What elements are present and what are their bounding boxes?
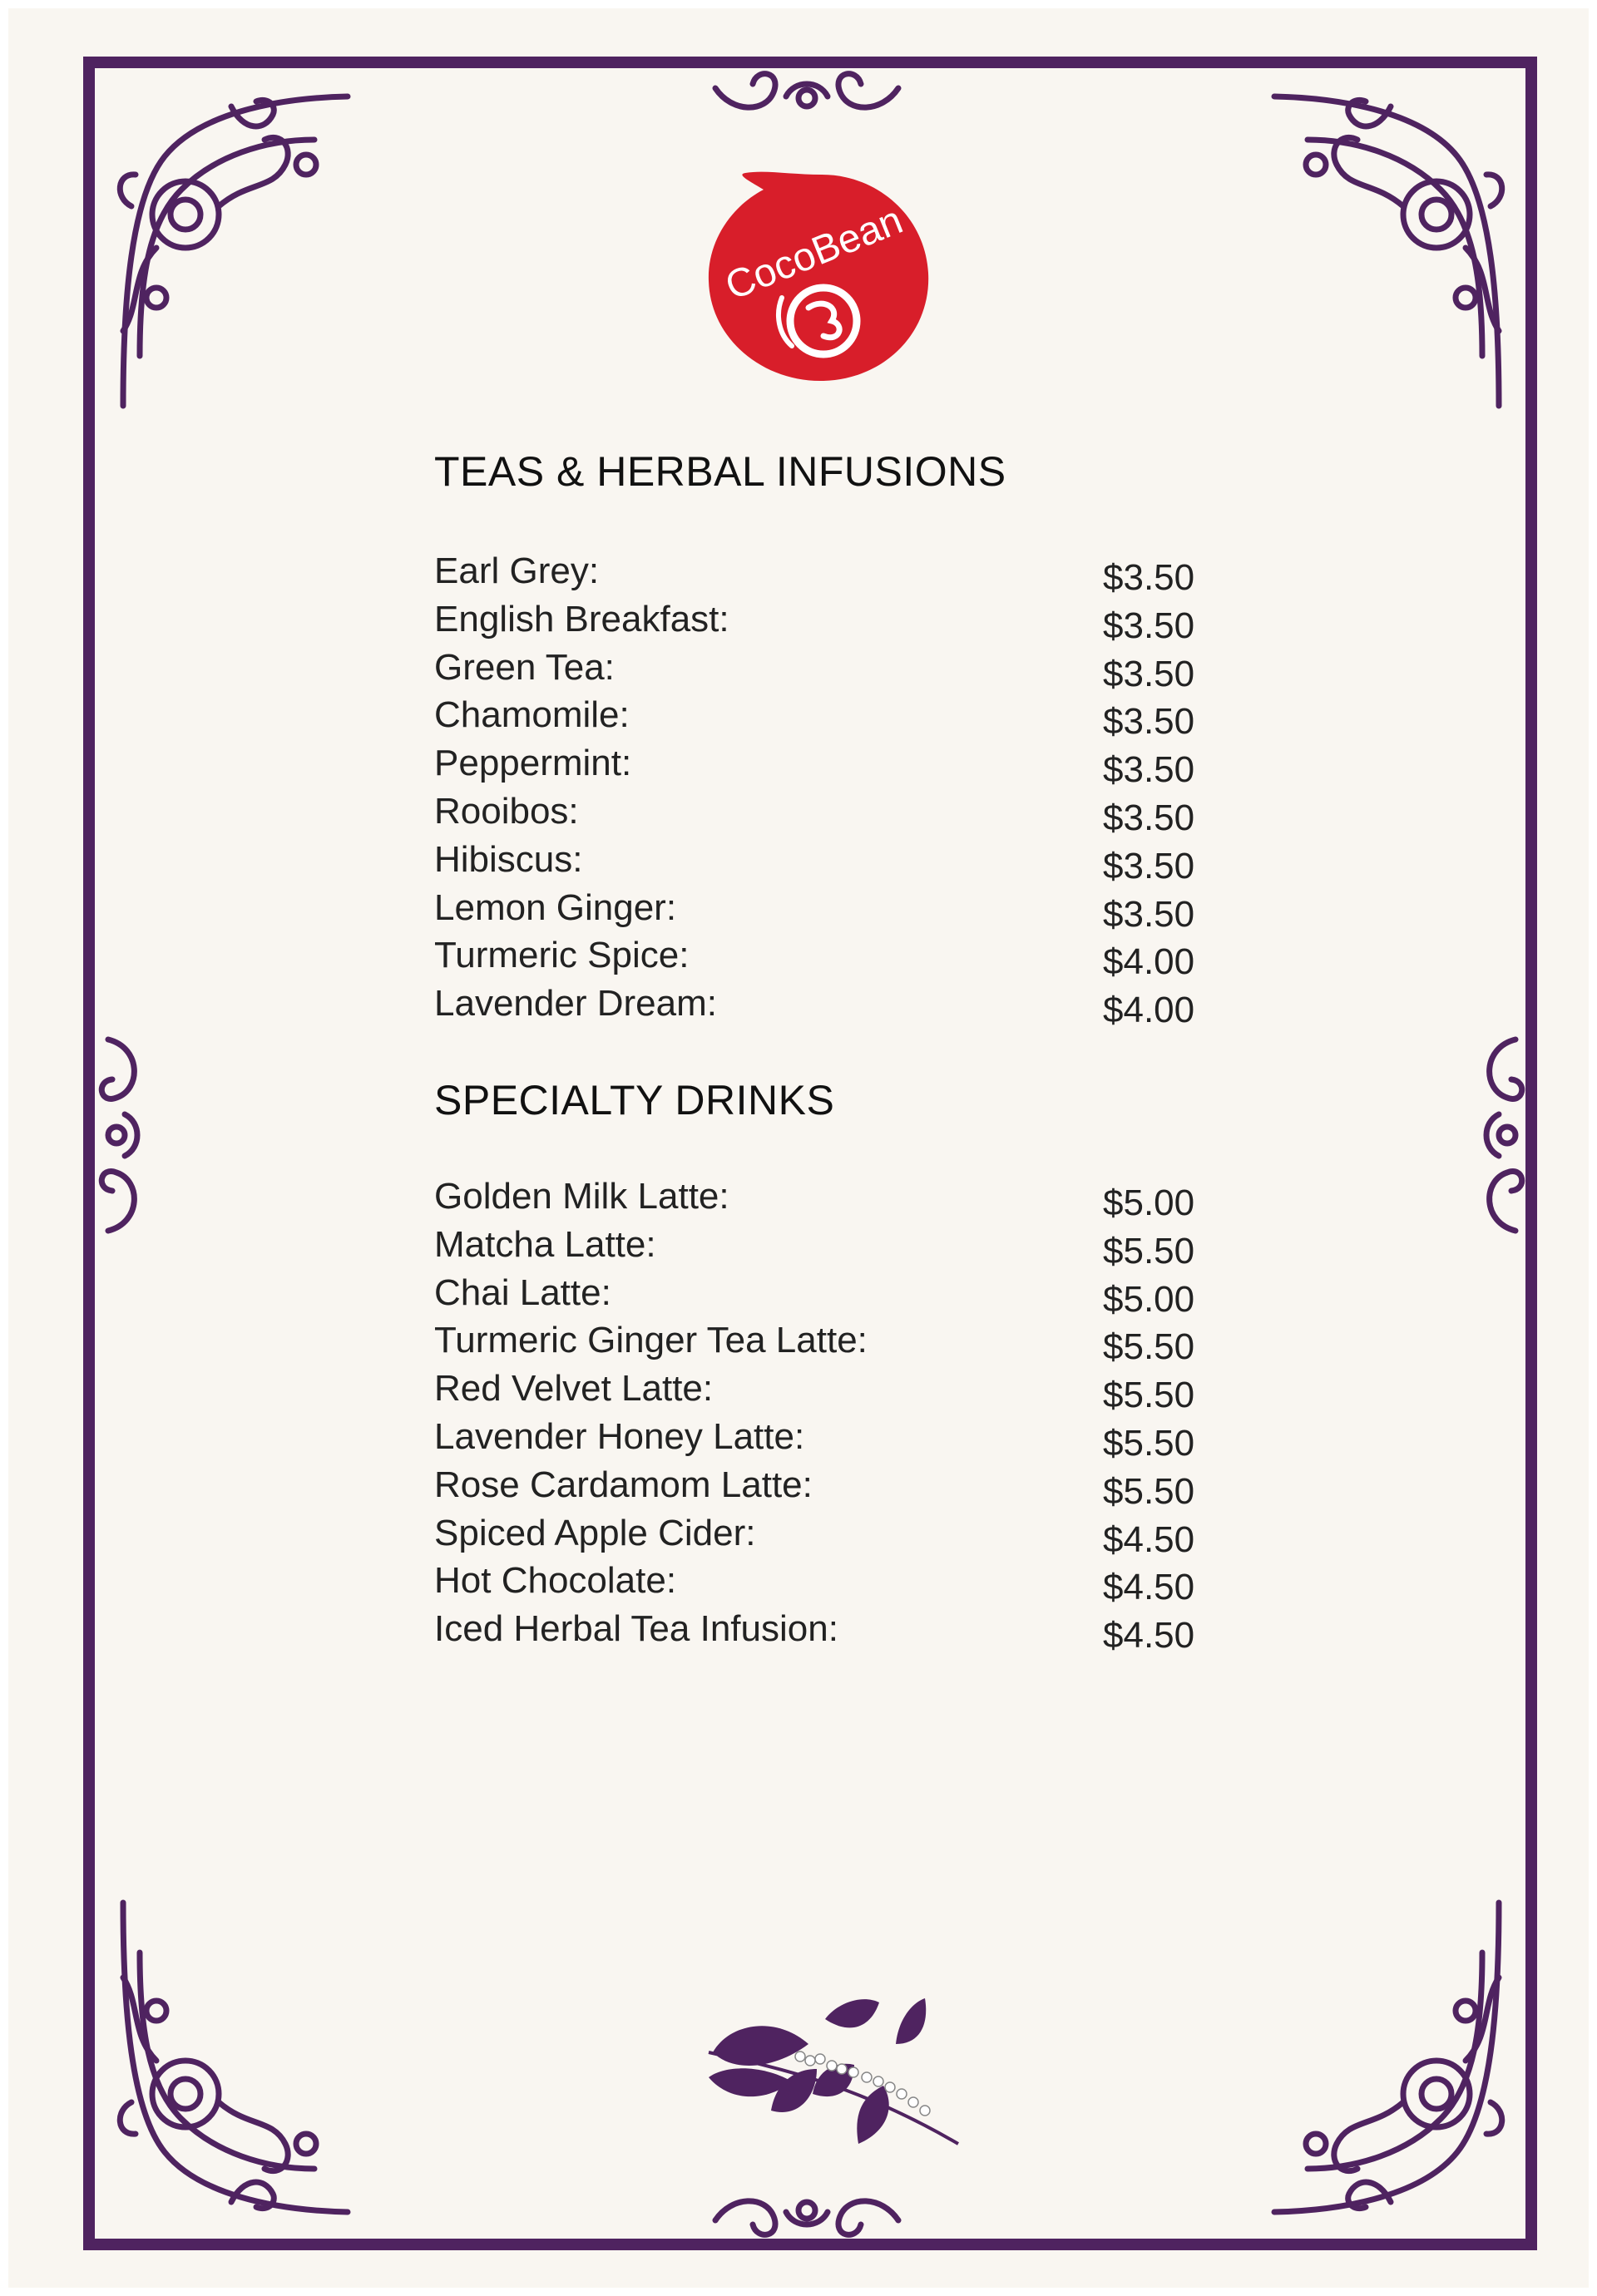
menu-item [434,551,1208,599]
item-name: Rose Cardamom Latte: [434,1464,813,1505]
corner-flourish-bottom-right-icon [1266,1894,1515,2227]
item-price: $5.50 [1103,1230,1195,1271]
right-side-scroll-icon [1474,1031,1532,1239]
cocobean-logo [699,165,938,389]
menu-item [434,791,1208,839]
item-name: Turmeric Spice: [434,935,690,976]
item-name: Lavender Honey Latte: [434,1415,805,1457]
logo-wordmark: CocoBean [719,198,909,309]
item-name: Lavender Dream: [434,983,717,1025]
item-price: $4.00 [1103,990,1195,1031]
menu-item [434,1513,1208,1561]
corner-flourish-top-left-icon [106,81,356,414]
menu-item [434,1416,1208,1464]
menu-item [434,1320,1208,1368]
item-price: $5.50 [1103,1375,1195,1416]
item-price: $4.50 [1103,1615,1195,1657]
item-price: $4.00 [1103,941,1195,983]
item-name: Hibiscus: [434,838,583,880]
item-name: Turmeric Ginger Tea Latte: [434,1320,868,1361]
item-price: $3.50 [1103,701,1195,743]
item-name: Spiced Apple Cider: [434,1512,756,1553]
menu-item [434,839,1208,887]
item-price: $3.50 [1103,845,1195,886]
item-price: $5.50 [1103,1326,1195,1368]
item-price: $5.00 [1103,1278,1195,1320]
item-price: $5.50 [1103,1422,1195,1464]
menu-item [434,983,1208,1031]
menu-item [434,1176,1208,1224]
section-title-teas: TEAS & HERBAL INFUSIONS [434,448,1006,495]
item-price: $4.50 [1103,1567,1195,1608]
menu-item [434,1224,1208,1272]
item-name: Green Tea: [434,646,615,688]
item-name: Hot Chocolate: [434,1560,677,1602]
item-price: $3.50 [1103,893,1195,935]
section-title-specialty: SPECIALTY DRINKS [434,1077,835,1123]
item-name: Lemon Ginger: [434,886,677,928]
item-name: Chamomile: [434,694,630,736]
menu-item [434,694,1208,743]
menu-item [434,1464,1208,1513]
item-name: Earl Grey: [434,551,600,591]
left-side-scroll-icon [91,1031,150,1239]
item-name: Red Velvet Latte: [434,1368,714,1410]
item-name: Rooibos: [434,790,579,832]
menu-item [434,599,1208,647]
item-name: English Breakfast: [434,598,729,639]
corner-flourish-top-right-icon [1266,81,1515,414]
teas-menu-list [434,551,1208,1031]
menu-item [434,887,1208,936]
item-price: $4.50 [1103,1518,1195,1560]
menu-item [434,1608,1208,1657]
item-price: $5.00 [1103,1183,1195,1223]
item-price: $3.50 [1103,797,1195,838]
item-price: $3.50 [1103,557,1195,598]
item-name: Peppermint: [434,743,632,784]
specialty-menu-list [434,1176,1208,1657]
bottom-scroll-icon [707,2179,907,2245]
menu-sheet [8,8,1589,2288]
item-name: Golden Milk Latte: [434,1176,729,1217]
menu-item [434,743,1208,791]
menu-item [434,935,1208,983]
top-scroll-icon [707,63,907,130]
item-price: $3.50 [1103,605,1195,646]
menu-item [434,1272,1208,1321]
coffee-branch-icon [692,1986,965,2149]
menu-item [434,1560,1208,1608]
item-price: $3.50 [1103,749,1195,791]
menu-item [434,1368,1208,1416]
item-name: Chai Latte: [434,1271,611,1313]
menu-item [434,647,1208,695]
item-price: $5.50 [1103,1470,1195,1512]
corner-flourish-bottom-left-icon [106,1894,356,2227]
item-name: Iced Herbal Tea Infusion: [434,1608,838,1650]
item-name: Matcha Latte: [434,1223,656,1265]
item-price: $3.50 [1103,653,1195,694]
